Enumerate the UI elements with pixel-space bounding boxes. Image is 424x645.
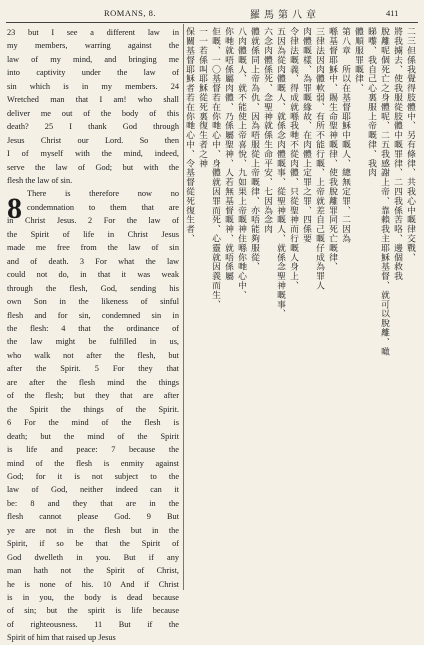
english-text-line: death? 25 I thank God through [7,122,179,132]
chinese-text-column-line: 睇嚟、我自己心裏服上帝嘅律、我肉 [366,27,376,178]
english-text-line: of the flesh; but they that are after [7,391,179,401]
english-text-line: sin which is in my members. 24 [7,81,179,91]
chinese-text-column-line: 你哋就唔係屬肉體、乃係屬聖神、人若無基督嘅神、就唔係屬 [223,27,233,281]
english-text-line: flesh the law of sin. [7,175,73,185]
english-text-line: made me free from the law of sin [7,243,179,253]
chinese-text-column-line: 二三但係我覺得肢體中、另有條律、共我心中嘅律交戰、 [405,27,415,262]
page-header [0,0,424,24]
english-text-line: after the Spirit. 5 For they that [7,364,179,374]
english-text-line: he is none of his. 10 And if Christ [7,579,179,589]
english-text-line: the Spirit the things of the Spirit. [7,404,179,414]
chinese-text-column-line: 一一若係叫耶穌從死裏復生者之神 [197,27,207,168]
english-text-line: law of my mind, and bringing me [7,54,179,64]
running-head-english: ROMANS, 8. [104,8,156,18]
chinese-text-column-line: 體順服罪嘅律、 [353,27,363,93]
english-text-line: the flesh: 4 that the ordinance of [7,323,179,333]
english-text-line: flesh and for sin, condemned sin in [7,310,179,320]
english-text-line: I of myself with the mind, indeed, [7,149,179,159]
english-text-line: through the flesh, God, sending his [7,283,179,293]
english-text-line: Wretched man that I am! who shall [7,95,179,105]
chinese-text-column-line: 將我擄去、使我服從肢體中嘅罪律、二四我係苦咯、邊個救我 [392,27,402,281]
english-text-line: in Christ Jesus. 2 For the law of [7,216,179,226]
english-text-line: condemnation to them that are [27,202,179,212]
english-text-line: of sin; but the spirit is life because [7,606,179,616]
chinese-text-column-line: 佢嘅、一〇基督若在你哋心中、身體就因罪而死、心靈就因義而生、 [210,27,220,309]
english-text-line: of righteousness. 11 But if the [7,619,179,629]
english-text-line: own Son in the likeness of sinful [7,297,179,307]
chinese-text-column-line: 肉體嘅樣、為罪嘅緣故、在肉體上定罪之罪、四係要 [301,27,311,244]
english-text-line: is life and peace: 7 because the [7,445,179,455]
english-text-line: God dwelleth in you. But if any [7,552,179,562]
english-text-line: are after the flesh mind the things [7,377,179,387]
english-text-line: who walk not after the flesh, but [7,350,179,360]
english-text-line: and of death. 3 For what the law [7,256,179,266]
english-text-line: the law might be fulfilled in us, [7,337,179,347]
header-rule [6,22,418,23]
english-text-line: law of God, neither indeed can it [7,485,179,495]
chinese-text-column-line: 第八章 所以在基督耶穌中嘅人、總無定罪、二因為 [340,27,350,244]
chinese-text-column-line: 三律法因肉體軟弱、有所不能行嘅、上帝就差自己嘅仔成為罪人 [314,27,324,291]
chinese-text-column-line: 八肉體嘅人、就不能使上帝喜悅、九如果上帝嘅神住喺你哋心中、 [236,27,246,300]
chinese-text-column-line: 六念肉體係死、念聖神就係生命平安、七因為念肉 [262,27,272,234]
chinese-text-column-line: 令律法嘅義、得成就喺我哋不從肉體、只從聖神而行嘅人身上、 [288,27,298,291]
chapter-number-dropcap: 8 [7,192,22,225]
english-text-line: ye are not in the flesh but in the [7,525,179,535]
english-text-line: death; but the mind of the Spirit [7,431,179,441]
chinese-text-column-line: 保關基督耶穌者若在你哋心中、令基督從死復生者、 [184,27,194,244]
chinese-text-column-line: 體就係同上帝為仇、因為唔服從上帝嘅律、亦唔能夠服從、 [249,27,259,272]
english-text-line: the Spirit of life in Christ Jesus [7,229,179,239]
page-number: 411 [386,8,399,18]
english-text-line: 6 For the mind of the flesh is [7,418,179,428]
english-text-column [7,26,179,643]
english-text-line: mind of the flesh is enmity against [7,458,179,468]
chinese-text-column-line: 喺基督耶穌中、賜生命聖神嘅律、使我脫離罪同死亡嘅律、 [327,27,337,272]
chinese-text-column [184,27,416,589]
english-text-line: Jesus Christ our Lord. So then [7,135,179,145]
running-head-chinese: 羅馬第八章 [250,10,320,21]
english-text-line: my members, warring against the [7,41,179,51]
english-text-line: could not do, in that it was weak [7,270,179,280]
english-text-line: deliver me out of the body of this [7,108,179,118]
english-text-line: Spirit, if so be that the Spirit of [7,539,179,549]
english-text-line: man hath not the Spirit of Christ, [7,566,179,576]
english-text-line: God; for it is not subject to the [7,471,179,481]
english-text-line: 23 but I see a different law in [7,28,179,37]
english-text-line: Spirit of him that raised up Jesus [7,633,116,643]
english-text-line: serve the law of God; but with the [7,162,179,172]
chinese-text-column-line: 五因為從肉體嘅人、就係念肉體嘅事、從聖神嘅人、就係念聖神嘅事、 [275,27,285,319]
english-text-line: into captivity under the law of [7,68,179,78]
english-text-line: flesh cannot please God. 9 But [7,512,179,522]
english-text-line: be: 8 and they that are in the [7,498,179,508]
english-text-line: is in you, the body is dead because [7,593,179,603]
english-text-line: There is therefore now no [27,189,179,199]
chinese-text-column-line: 脫離呢個死亡之身體呢、二五我感謝上帝、靠賴我主耶穌基督、就可以脫離、噉 [379,27,389,356]
